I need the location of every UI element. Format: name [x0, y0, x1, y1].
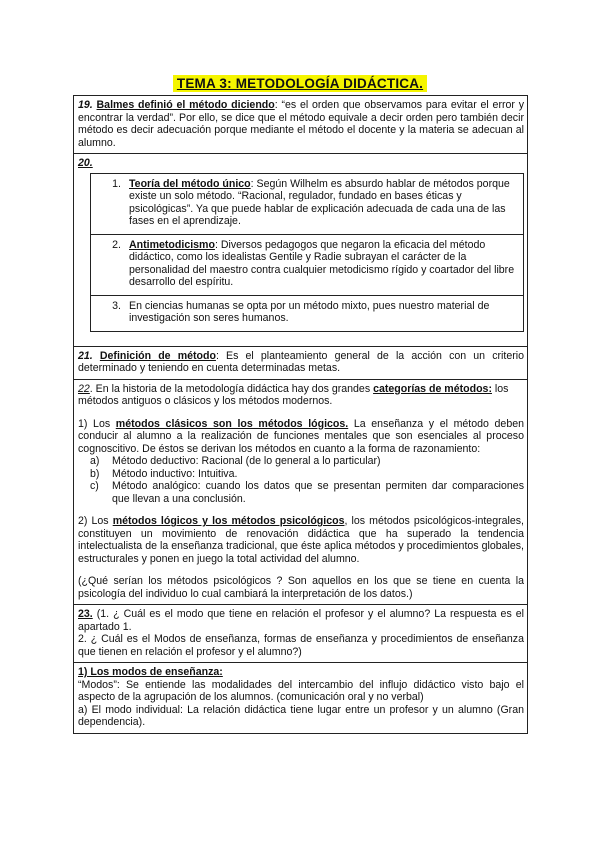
item-text: En ciencias humanas se opta por un método mixto, pues nuestro material de investigación son seres humanos.: [129, 299, 490, 324]
section-text: : “es el orden que observamos para evitar el error y encontrar la verdad”. Por ello, se dice que el método equivale a decir orden pero también decir método es decir adecuación porque mediante el método el docente y la materia se adecuan al alumno.: [78, 99, 524, 149]
section-22: [74, 380, 527, 606]
section-number: 20.: [78, 157, 93, 169]
list-item: [91, 235, 523, 296]
page-title: TEMA 3: METODOLOGÍA DIDÁCTICA.: [173, 75, 427, 92]
item-text: : Diversos pedagogos que negaron la eficacia del método didáctico, como los idealistas Gentile y Radie subrayan el carácter de la personalidad del maestro contra cualquier metodicismo rígido y coartador del libre desarrollo del espíritu.: [129, 238, 515, 288]
title-wrap: [0, 75, 600, 93]
list-item: [90, 468, 524, 481]
notes-table: [73, 95, 528, 734]
section-text: los métodos antiguos o clásicos y los métodos modernos.: [78, 382, 509, 407]
item-text: Método deductivo: Racional (de lo general a lo particular): [112, 455, 381, 467]
item-heading: Antimetodicismo: [129, 238, 215, 251]
section-21: [74, 347, 527, 380]
item-text: Método analógico: cuando los datos que se presentan permiten dar comparaciones que llevan a una conclusión.: [112, 480, 524, 505]
section-23: [74, 605, 527, 663]
item-number: 1.: [112, 177, 121, 190]
paragraph-text: , los métodos psicológicos-integrales, constituyen un movimiento de renovación didáctica que ha superado la tendencia intelectualista de la enseñanza tradicional, que éste aplica métodos y procedimientos globales, estructurales y ponen en juego la total actividad del alumno.: [78, 515, 524, 565]
item-letter: a): [90, 455, 100, 467]
item-text: : Según Wilhelm es absurdo hablar de métodos porque existe un solo método. “Racional, regulador, fundado en bases éticas y psicológicas”. Ya que puede hablar de explicación adecuada de cada una de las fases en el aprendizaje.: [129, 177, 510, 227]
item-heading: Teoría del método único: [129, 177, 251, 190]
item-letter: c): [90, 480, 99, 492]
list-item: [90, 455, 524, 468]
section-heading: Definición de método: [99, 349, 216, 362]
section-modos: [74, 663, 527, 734]
list-item: [90, 480, 524, 505]
section-text: (1. ¿ Cuál es el modo que tiene en relación el profesor y el alumno? La respuesta es el apartado 1.: [78, 608, 524, 633]
section-19: [74, 96, 527, 154]
section-heading: 1) Los modos de enseñanza:: [78, 666, 223, 678]
section-heading: Balmes definió el método diciendo: [96, 99, 275, 111]
section-text: : Es el planteamiento general de la acción con un criterio determinado y teniendo en cuenta determinadas metas.: [78, 349, 524, 374]
paragraph-text: 2) Los: [78, 515, 113, 527]
section-20: [74, 154, 527, 347]
section-heading: categorías de métodos:: [373, 382, 492, 395]
paragraph-text: 1) Los: [78, 417, 116, 430]
paragraph-text: La enseñanza y el método deben conducir al alumno a la realización de funciones mentales que son esenciales al proceso cognoscitivo. De éstos se derivan los métodos en cuanto a la forma de razonamiento:: [78, 417, 524, 455]
nested-table: [90, 173, 524, 332]
paragraph-text: “Modos”: Se entiende las modalidades del intercambio del influjo didáctico visto bajo el aspecto de la agrupación de los alumnos. (comunicación oral y no verbal): [78, 678, 524, 703]
section-text: 2. ¿ Cuál es el Modos de enseñanza, formas de enseñanza y procedimientos de enseñanza que tienen en relación el profesor y el alumno?): [78, 633, 524, 658]
item-letter: b): [90, 467, 100, 480]
paragraph-heading: métodos lógicos y los métodos psicológicos: [112, 515, 345, 527]
item-number: 3.: [112, 299, 121, 312]
section-number: 21.: [78, 349, 93, 362]
list-item: [91, 296, 523, 331]
section-number: 22: [78, 382, 90, 395]
item-text: Método inductivo: Intuitiva.: [112, 467, 238, 480]
paragraph-text: (¿Qué serían los métodos psicológicos ? Son aquellos en los que se tiene en cuenta la psicología del individuo lo cual cambiará la interpretación de los datos.): [78, 575, 524, 600]
paragraph-text: a) El modo individual: La relación didáctica tiene lugar entre un profesor y un alumno (Gran dependencia).: [78, 703, 524, 728]
list-item: [91, 174, 523, 235]
paragraph-heading: métodos clásicos son los métodos lógicos.: [115, 417, 349, 430]
section-text: . En la historia de la metodología didáctica hay dos grandes: [89, 382, 374, 395]
item-number: 2.: [112, 238, 121, 251]
section-number: 23.: [78, 608, 93, 620]
section-number: 19.: [78, 99, 93, 111]
